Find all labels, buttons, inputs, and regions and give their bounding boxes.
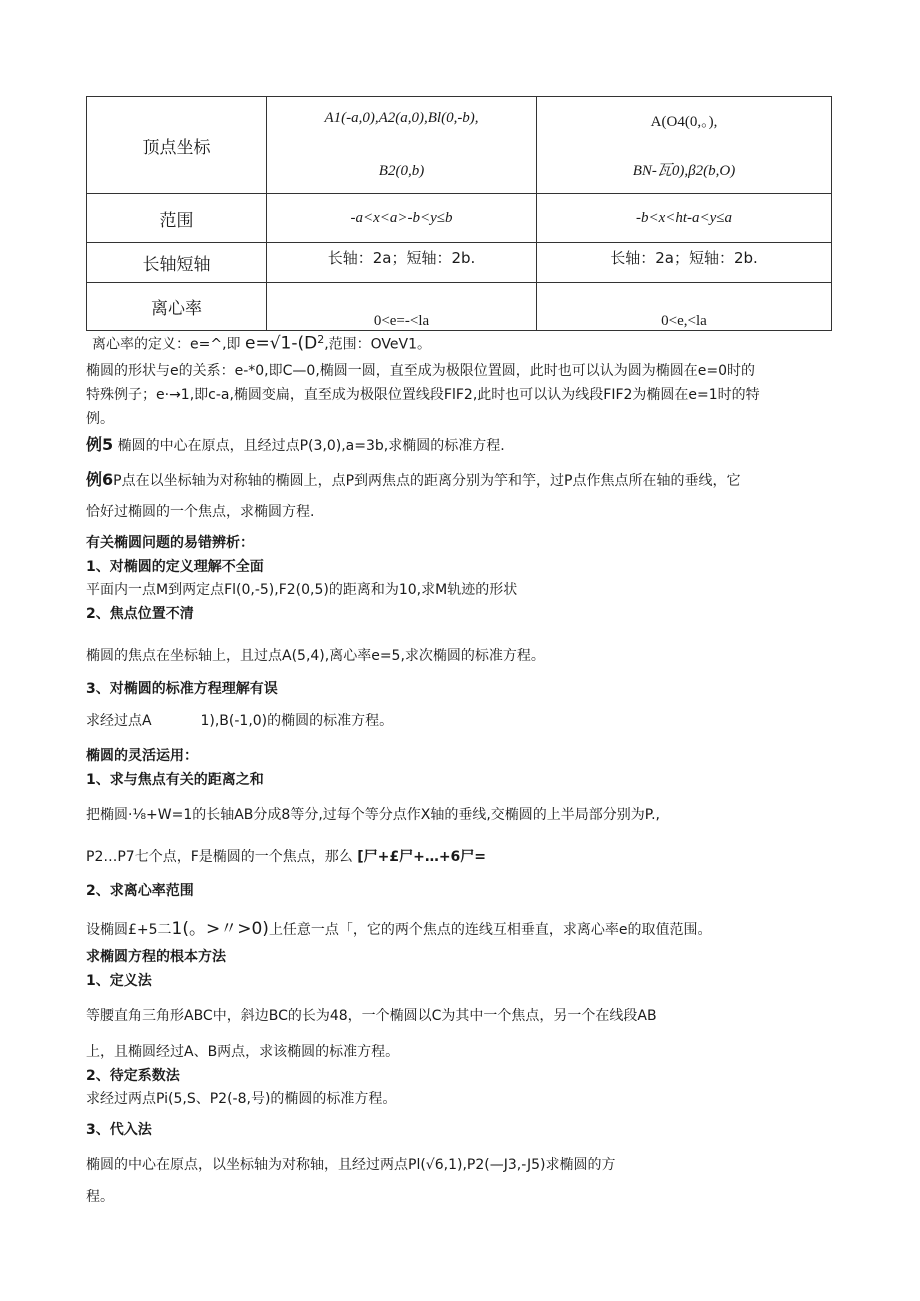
- method-1-cont: 上，且椭圆经过A、B两点，求该椭圆的标准方程。: [86, 1044, 400, 1060]
- shape-relation-line1: 椭圆的形状与e的关系：e-*0,即C—0,椭圆一圆，直至成为极限位置圆，此时也可以认为圆为椭圆在e=0时的: [86, 363, 756, 379]
- vertex-x-line1: A1(-a,0),A2(a,0),Bl(0,-b),: [324, 110, 479, 126]
- application-1-cont: [86, 846, 486, 866]
- row-label-vertex: 顶点坐标: [87, 97, 267, 194]
- vertex-y-line2: BN-瓦0),β2(b,O): [632, 163, 736, 179]
- table-row: [87, 97, 832, 194]
- pitfall-2-text: 椭圆的焦点在坐标轴上，且过点A(5,4),离心率e=5,求次椭圆的标准方程。: [86, 648, 545, 664]
- ecc-def-text: 离心率的定义：e=^,即: [92, 336, 241, 353]
- pitfall-3-text: [86, 710, 393, 730]
- ecc-def-range: ,范围：OVeV1。: [324, 336, 432, 353]
- ecc-def-sup: 2: [317, 333, 325, 346]
- application-1-heading: 1、求与焦点有关的距离之和: [86, 772, 264, 788]
- method-3-cont: 程。: [86, 1189, 114, 1205]
- pitfall-1-text: 平面内一点M到两定点Fl(0,-5),F2(0,5)的距离和为10,求M轨迹的形状: [86, 582, 518, 598]
- application-2-eq: 1(。>〃>0): [171, 919, 269, 939]
- method-2-text: 求经过两点Pi(5,S、P2(-8,号)的椭圆的标准方程。: [86, 1091, 397, 1107]
- method-2-heading: 2、待定系数法: [86, 1068, 180, 1084]
- axes-y-cell: 长轴：2a；短轴：2b.: [537, 243, 832, 283]
- method-1-text: 等腰直角三角形ABC中，斜边BC的长为48，一个椭圆以C为其中一个焦点，另一个在线段AB: [86, 1008, 657, 1024]
- example-6-label: 例6: [86, 470, 114, 489]
- vertex-x-line2: B2(0,b): [378, 163, 425, 179]
- pitfall-1-heading: 1、对椭圆的定义理解不全面: [86, 559, 264, 575]
- row-label-eccentricity: 离心率: [87, 283, 267, 331]
- eccentricity-definition: [92, 333, 431, 354]
- ecc-def-formula: e=√1-(D: [244, 333, 318, 354]
- shape-relation-line2: 特殊例子；e·→1,即c-a,椭圆变扁，直至成为极限位置线段FlF2,此时也可以认为线段FIF2为椭圆在e=1时的特: [86, 387, 760, 403]
- vertex-y-line1: A(O4(0,。),: [650, 114, 718, 130]
- example-5: [86, 432, 505, 455]
- method-3-text: 椭圆的中心在原点，以坐标轴为对称轴，且经过两点Pl(√6,1),P2(—J3,-J5)求椭圆的方: [86, 1157, 616, 1173]
- application-2-text-c: 上任意一点「，它的两个焦点的连线互相垂直，求离心率e的取值范围。: [268, 922, 712, 938]
- pitfall-3-text-b: 1),B(-1,0)的椭圆的标准方程。: [200, 713, 394, 729]
- method-3-heading: 3、代入法: [86, 1122, 152, 1138]
- example-6: [86, 467, 740, 490]
- pitfall-2-heading: 2、焦点位置不清: [86, 606, 194, 622]
- pitfall-3-heading: 3、对椭圆的标准方程理解有误: [86, 681, 278, 697]
- section-application-heading: 椭圆的灵活运用：: [86, 748, 198, 764]
- range-x-cell: -a<x<a>-b<y≤b: [267, 194, 537, 243]
- shape-relation-line3: 例。: [86, 411, 114, 427]
- section-pitfalls-heading: 有关椭圆问题的易错辨析：: [86, 535, 254, 551]
- vertex-x-cell: [267, 97, 537, 194]
- range-y-cell: -b<x<ht-a<y≤a: [537, 194, 832, 243]
- method-1-heading: 1、定义法: [86, 973, 152, 989]
- application-1-sum: [尸+£尸+…+6尸=: [357, 849, 487, 865]
- example-5-label: 例5: [86, 435, 114, 454]
- table-row: [87, 243, 832, 283]
- ellipse-properties-table: [86, 96, 832, 331]
- application-1-text: 把椭圆·⅛+W=1的长轴AB分成8等分,过每个等分点作X轴的垂线,交椭圆的上半局部分别为P.,: [86, 807, 660, 823]
- axes-x-cell: 长轴：2a；短轴：2b.: [267, 243, 537, 283]
- vertex-y-cell: [537, 97, 832, 194]
- example-6-text: P点在以坐标轴为对称轴的椭圆上，点P到两焦点的距离分别为竽和竽，过P点作焦点所在轴的垂线，它: [113, 473, 741, 489]
- row-label-axes: 长轴短轴: [87, 243, 267, 283]
- application-2-text-a: 设椭圆£+5二: [86, 922, 172, 938]
- application-1-cont-a: P2…P7七个点，F是椭圆的一个焦点，那么: [86, 849, 353, 865]
- example-5-text: 椭圆的中心在原点，且经过点P(3,0),a=3b,求椭圆的标准方程.: [117, 438, 505, 454]
- application-2-text: [86, 914, 712, 939]
- table-row: [87, 194, 832, 243]
- example-6-cont: 恰好过椭圆的一个焦点，求椭圆方程.: [86, 504, 315, 520]
- pitfall-3-text-a: 求经过点A: [86, 713, 152, 729]
- ecc-x-cell: 0<e=-<la: [267, 283, 537, 331]
- ecc-y-cell: 0<e,<la: [537, 283, 832, 331]
- application-2-heading: 2、求离心率范围: [86, 883, 194, 899]
- table-row: [87, 283, 832, 331]
- section-methods-heading: 求椭圆方程的根本方法: [86, 949, 226, 965]
- row-label-range: 范围: [87, 194, 267, 243]
